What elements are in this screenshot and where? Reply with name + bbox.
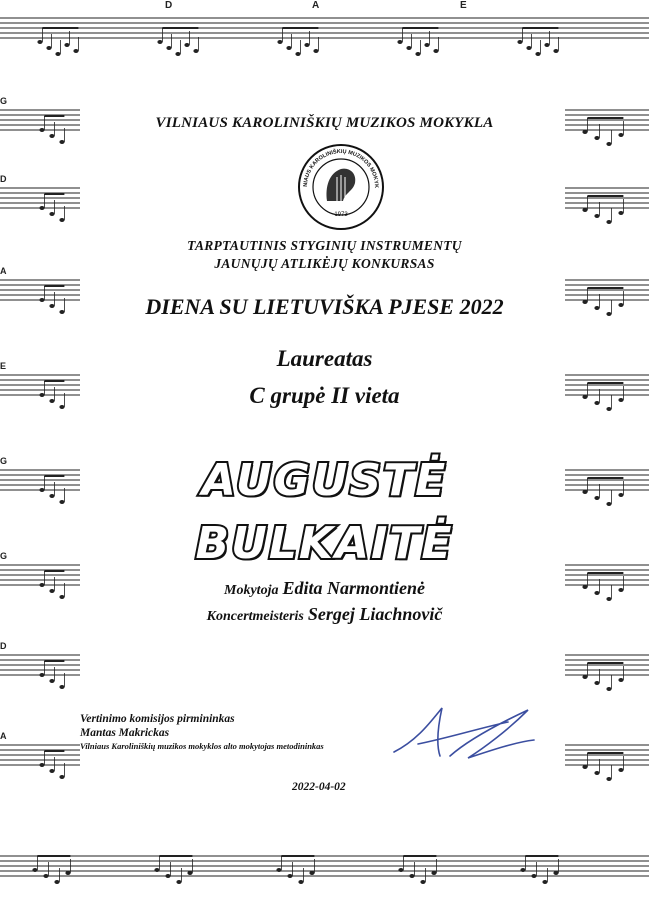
school-name: VILNIAUS KAROLINIŠKIŲ MUZIKOS MOKYKLA <box>155 115 494 131</box>
note-head <box>582 675 587 679</box>
contest-line-2: JAUNŲJŲ ATLIKĖJŲ KONKURSAS <box>214 256 435 271</box>
note-head <box>49 769 54 773</box>
note-head <box>154 868 159 872</box>
note-head <box>187 871 192 875</box>
jury-name: Mantas Makrickas <box>80 727 170 739</box>
note-head <box>420 880 425 884</box>
award-placement: C grupė II vieta <box>249 383 400 408</box>
note-head <box>64 43 69 47</box>
left-staff <box>0 174 80 222</box>
jury-block <box>80 712 324 752</box>
note-head <box>544 43 549 47</box>
note-head <box>582 765 587 769</box>
note-head <box>594 681 599 685</box>
note-head <box>309 871 314 875</box>
note-head <box>415 52 420 56</box>
note-head <box>398 868 403 872</box>
note-head <box>618 678 623 682</box>
right-staff <box>565 655 649 691</box>
staff-letter: G <box>0 456 8 466</box>
staff-letter: D <box>0 174 7 184</box>
note-head <box>184 43 189 47</box>
note-head <box>43 874 48 878</box>
right-staff <box>565 745 649 781</box>
note-head <box>49 134 54 138</box>
staff-letter: A <box>0 731 7 741</box>
issue-date: 2022-04-02 <box>292 781 346 793</box>
note-head <box>526 46 531 50</box>
accompanist-role: Koncertmeisteris <box>206 609 304 624</box>
note-head <box>313 49 318 53</box>
accompanist-line <box>0 604 649 625</box>
note-head <box>424 43 429 47</box>
note-head <box>39 763 44 767</box>
note-head <box>165 874 170 878</box>
right-staff <box>565 188 649 224</box>
staff-letter: A <box>0 266 7 276</box>
jury-title: Vertinimo komisijos pirmininkas <box>80 713 235 725</box>
note-head <box>295 52 300 56</box>
note-head <box>606 777 611 781</box>
note-head <box>73 49 78 53</box>
note-head <box>286 46 291 50</box>
note-head <box>606 220 611 224</box>
note-head <box>287 874 292 878</box>
note-head <box>277 40 282 44</box>
note-head <box>166 46 171 50</box>
staff-letter: E <box>0 361 7 371</box>
note-head <box>594 136 599 140</box>
note-head <box>594 214 599 218</box>
note-head <box>193 49 198 53</box>
note-head <box>65 871 70 875</box>
note-head <box>535 52 540 56</box>
jury-position: Vilniaus Karoliniškių muzikos mokyklos alto mokytojas metodininkas <box>80 741 324 751</box>
note-head <box>618 133 623 137</box>
note-head <box>531 874 536 878</box>
recipient-first-name: AUGUSTĖ <box>201 455 448 506</box>
signature <box>388 700 538 770</box>
note-head <box>397 40 402 44</box>
note-head <box>49 212 54 216</box>
note-head <box>55 52 60 56</box>
note-head <box>59 775 64 779</box>
note-head <box>618 211 623 215</box>
note-head <box>409 874 414 878</box>
bottom-staff <box>0 856 649 884</box>
note-head <box>39 206 44 210</box>
note-head <box>606 142 611 146</box>
staff-letter: G <box>0 551 8 561</box>
note-head <box>276 868 281 872</box>
left-staff <box>0 641 80 689</box>
seal-ring-text: NIAUS KAROLINIŠKIŲ MUZIKOS MOKYK <box>302 148 380 189</box>
note-head <box>32 868 37 872</box>
note-head <box>606 687 611 691</box>
note-head <box>39 673 44 677</box>
note-head <box>433 49 438 53</box>
note-head <box>176 880 181 884</box>
note-head <box>542 880 547 884</box>
section-letter: E <box>460 0 467 11</box>
top-staff <box>0 0 649 56</box>
note-head <box>37 40 42 44</box>
staff-letter: D <box>0 641 7 651</box>
left-staff <box>0 731 80 779</box>
teacher-name: Edita Narmontienė <box>282 578 425 598</box>
note-head <box>594 771 599 775</box>
note-head <box>46 46 51 50</box>
contest-line-1: TARPTAUTINIS STYGINIŲ INSTRUMENTŲ <box>187 238 462 253</box>
note-head <box>553 49 558 53</box>
note-head <box>54 880 59 884</box>
note-head <box>59 685 64 689</box>
note-head <box>431 871 436 875</box>
note-head <box>553 871 558 875</box>
award-title: Laureatas <box>276 346 373 371</box>
accompanist-name: Sergej Liachnovič <box>307 604 443 624</box>
teacher-line <box>0 578 649 599</box>
recipient-last-name: BULKAITĖ <box>195 518 454 569</box>
note-head <box>59 140 64 144</box>
note-head <box>582 208 587 212</box>
note-head <box>49 679 54 683</box>
note-head <box>298 880 303 884</box>
note-head <box>157 40 162 44</box>
note-head <box>618 768 623 772</box>
school-seal <box>297 143 385 231</box>
note-head <box>175 52 180 56</box>
teacher-role: Mokytoja <box>224 583 279 598</box>
seal-year: 1973 <box>334 212 348 218</box>
note-head <box>406 46 411 50</box>
note-head <box>304 43 309 47</box>
note-head <box>520 868 525 872</box>
section-letter: D <box>165 0 173 11</box>
event-title: DIENA SU LIETUVIŠKA PJESE 2022 <box>145 294 504 319</box>
staff-letter: G <box>0 96 8 106</box>
note-head <box>59 218 64 222</box>
note-head <box>517 40 522 44</box>
section-letter: A <box>312 0 320 11</box>
